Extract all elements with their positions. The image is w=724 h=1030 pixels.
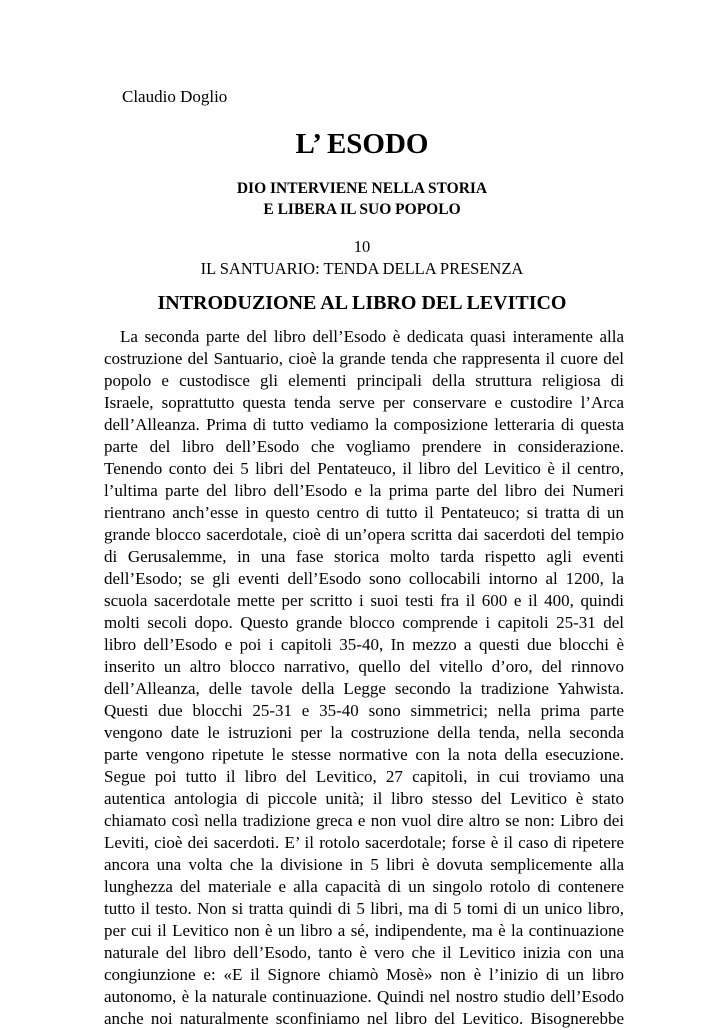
body-line: di Gerusalemme, in una fase storica molto tarda rispetto agli eventi — [104, 547, 624, 566]
body-line: scuola sacerdotale mette per scritto i suoi testi fra il 600 e il 400, quindi — [104, 591, 624, 610]
body-line: grande blocco sacerdotale, cioè di un’opera scritta dai sacerdoti del tempio — [104, 525, 624, 544]
body-line: Tenendo conto dei 5 libri del Pentateuco, il libro del Levitico è il centro, — [104, 459, 624, 478]
body-line: vengono date le istruzioni per la costruzione della tenda, nella seconda — [104, 723, 624, 742]
body-line: congiunzione e: «E il Signore chiamò Mosè» non è l’inizio di un libro — [104, 965, 624, 984]
body-line: Leviti, cioè dei sacerdoti. E’ il rotolo sacerdotale; forse è il caso di ripetere — [104, 833, 624, 852]
body-line: dell’Esodo; se gli eventi dell’Esodo sono collocabili intorno al 1200, la — [104, 569, 624, 588]
body-paragraph — [104, 326, 624, 1030]
body-line: anche noi naturalmente sconfiniamo nel libro del Levitico. Bisognerebbe — [104, 1009, 624, 1028]
body-line: Questi due blocchi 25-31 e 35-40 sono simmetrici; nella prima parte — [104, 701, 624, 720]
chapter-heading: INTRODUZIONE AL LIBRO DEL LEVITICO — [157, 292, 567, 314]
body-line: lunghezza del materiale e alla capacità di un singolo rotolo di contenere — [104, 877, 624, 896]
document-title: L’ ESODO — [295, 128, 429, 160]
body-line: parte vengono ripetute le stesse normative con la nota della esecuzione. — [104, 745, 624, 764]
body-line: rientrano anch’esse in questo centro di tutto il Pentateuco; si tratta di un — [104, 503, 624, 522]
author-name: Claudio Doglio — [122, 87, 228, 106]
body-line: Israele, soprattutto questa tenda serve per conservare e custodire l’Arca — [104, 393, 624, 412]
body-line: dell’Alleanza, delle tavole della Legge secondo la tradizione Yahwista. — [104, 679, 624, 698]
body-line: l’ultima parte del libro dell’Esodo e la prima parte del libro dei Numeri — [104, 481, 624, 500]
body-line: molti secoli dopo. Questo grande blocco comprende i capitoli 25-31 del — [104, 613, 624, 632]
body-line: autonomo, è la naturale continuazione. Quindi nel nostro studio dell’Esodo — [104, 987, 624, 1006]
body-line: dell’Alleanza. Prima di tutto vediamo la composizione letteraria di questa — [104, 415, 624, 434]
body-line: costruzione del Santuario, cioè la grande tenda che rappresenta il cuore del — [104, 349, 624, 368]
body-line: La seconda parte del libro dell’Esodo è dedicata quasi interamente alla — [120, 327, 624, 346]
subtitle-line: E LIBERA IL SUO POPOLO — [263, 201, 461, 218]
body-line: ancora una volta che la divisione in 5 libri è dovuta semplicemente alla — [104, 855, 624, 874]
body-line: parte del libro dell’Esodo che vogliamo prendere in considerazione. — [104, 437, 624, 456]
body-line: chiamato così nella tradizione greca e non vuol dire altro se non: Libro dei — [104, 811, 624, 830]
body-line: autentica antologia di piccole unità; il libro stesso del Levitico è stato — [104, 789, 624, 808]
body-line: libro dell’Esodo e poi i capitoli 35-40, In mezzo a questi due blocchi è — [104, 635, 624, 654]
body-line: popolo e custodisce gli elementi principali della struttura religiosa di — [104, 371, 624, 390]
lesson-number: 10 — [353, 237, 371, 256]
body-line: Segue poi tutto il libro del Levitico, 27 capitoli, in cui troviamo una — [104, 767, 624, 786]
subtitle-line: DIO INTERVIENE NELLA STORIA — [236, 180, 488, 197]
body-line: tutto il testo. Non si tratta quindi di 5 libri, ma di 5 tomi di un unico libro, — [104, 899, 624, 918]
body-line: naturale del libro dell’Esodo, tanto è vero che il Levitico inizia con una — [104, 943, 624, 962]
document-subtitle — [0, 178, 724, 220]
section-title: IL SANTUARIO: TENDA DELLA PRESENZA — [200, 259, 524, 278]
body-line: inserito un altro blocco narrativo, quello del vitello d’oro, del rinnovo — [104, 657, 624, 676]
body-line: per cui il Levitico non è un libro a sé, indipendente, ma è la continuazione — [104, 921, 624, 940]
